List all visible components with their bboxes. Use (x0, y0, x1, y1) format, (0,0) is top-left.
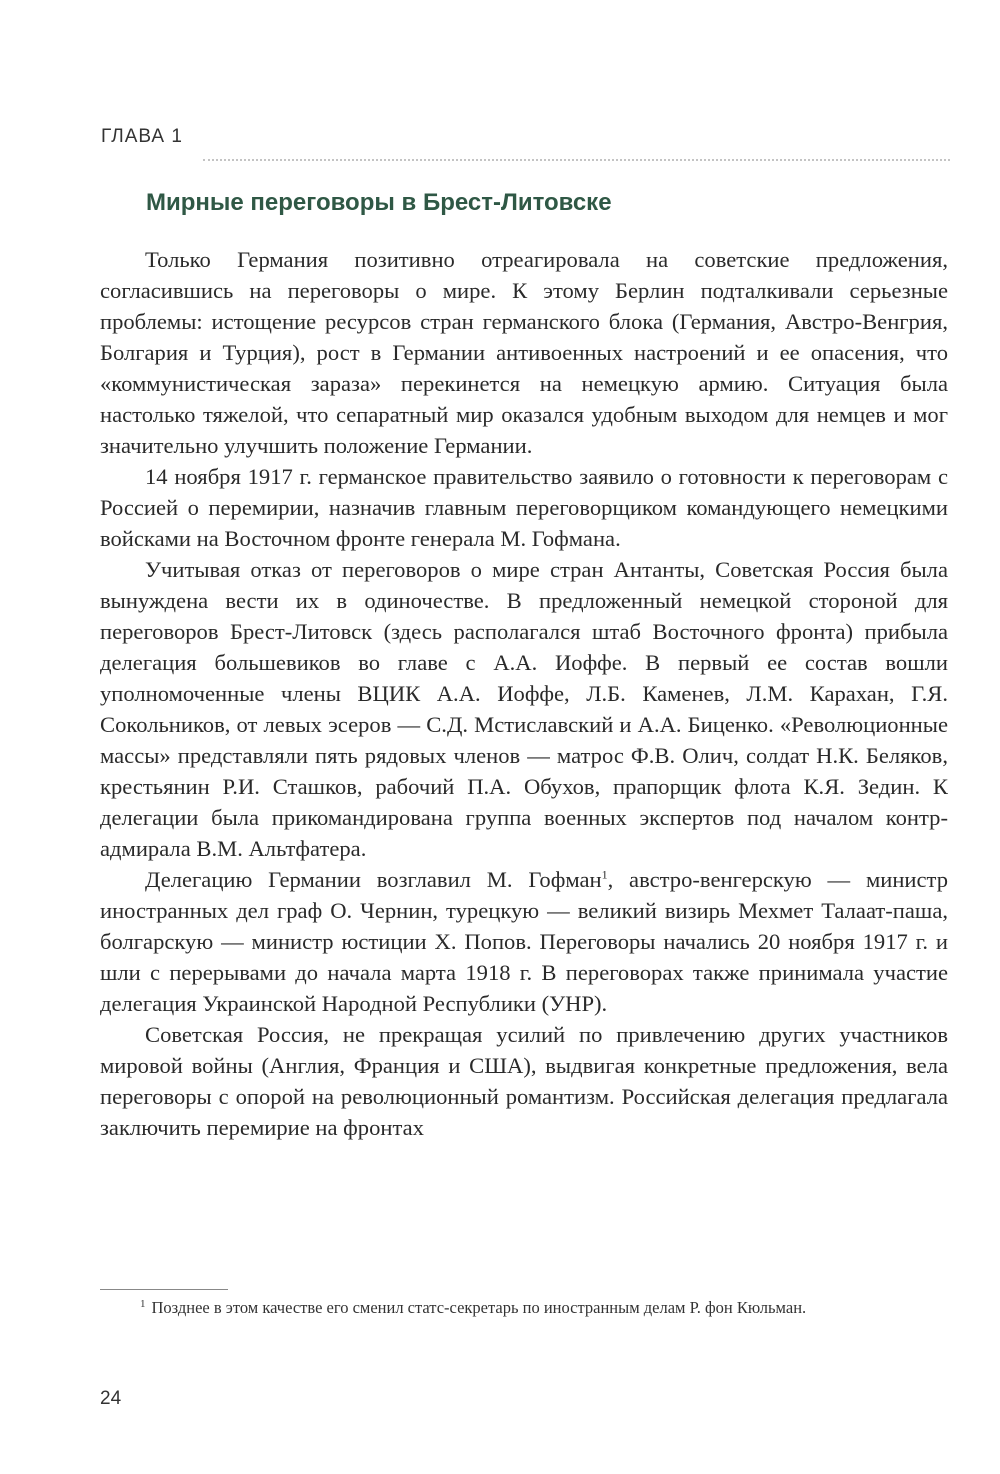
chapter-divider (203, 159, 950, 161)
footnote-text: Позднее в этом качестве его сменил статс-секретарь по иностранным делам Р. фон Кюльман. (151, 1298, 807, 1317)
paragraph-4-text-before: Делегацию Германии возглавил М. Гофман (145, 867, 602, 892)
paragraph-2: 14 ноября 1917 г. германское правительство заявило о готовности к переговорам с Россией о перемирии, назначив главным переговорщиком командующего немецкими войсками на Восточном фронте генерала М. Гофмана. (100, 464, 948, 551)
paragraph-4-text-after: , австро-венгерскую — министр иностранных дел граф О. Чернин, турецкую — великий визирь Мехмет Талаат-паша, болгарскую — министр юстиции Х. Попов. Переговоры начались 20 ноября 1917 г. и шли с перерывами до начала марта 1918 г. В переговорах также принимала участие делегация Украинской Народной Республики (УНР). (100, 867, 948, 1016)
section-title: Мирные переговоры в Брест-Литовске (146, 189, 612, 216)
footnote-divider (100, 1289, 228, 1290)
footnote (100, 1296, 948, 1320)
paragraph-5: Советская Россия, не прекращая усилий по привлечению других участников мировой войны (Англия, Франция и США), выдвигая конкретные предложения, вела переговоры с опорой на революционный романтизм. Российская делегация предлагала заключить перемирие на фронтах (100, 1022, 948, 1140)
body-text (100, 244, 948, 1143)
paragraph-3: Учитывая отказ от переговоров о мире стран Антанты, Советская Россия была вынуждена вести их в одиночестве. В предложенный немецкой стороной для переговоров Брест-Литовск (здесь располагался штаб Восточного фронта) прибыла делегация большевиков во главе с А.А. Иоффе. В первый ее состав вошли уполномоченные члены ВЦИК А.А. Иоффе, Л.Б. Каменев, Л.М. Карахан, Г.Я. Сокольников, от левых эсеров — С.Д. Мстиславский и А.А. Биценко. «Революционные массы» представляли пять рядовых членов — матрос Ф.В. Олич, солдат Н.К. Беляков, крестьянин Р.И. Сташков, рабочий П.А. Обухов, прапорщик флота К.Я. Зедин. К делегации была прикомандирована группа военных экспертов под началом контр-адмирала В.М. Альтфатера. (100, 557, 948, 861)
paragraph-1: Только Германия позитивно отреагировала на советские предложения, согласившись на переговоры о мире. К этому Берлин подталкивали серьезные проблемы: истощение ресурсов стран германского блока (Германия, Австро-Венгрия, Болгария и Турция), рост в Германии антивоенных настроений и ее опасения, что «коммунистическая зараза» перекинется на немецкую армию. Ситуация была настолько тяжелой, что сепаратный мир оказался удобным выходом для немцев и мог значительно улучшить положение Германии. (100, 247, 948, 458)
paragraph-4 (100, 864, 948, 1019)
chapter-label: ГЛАВА 1 (101, 126, 183, 147)
page-number: 24 (100, 1388, 122, 1409)
footnote-mark: 1 (140, 1297, 146, 1310)
footnote-reference[interactable]: 1 (601, 867, 608, 882)
